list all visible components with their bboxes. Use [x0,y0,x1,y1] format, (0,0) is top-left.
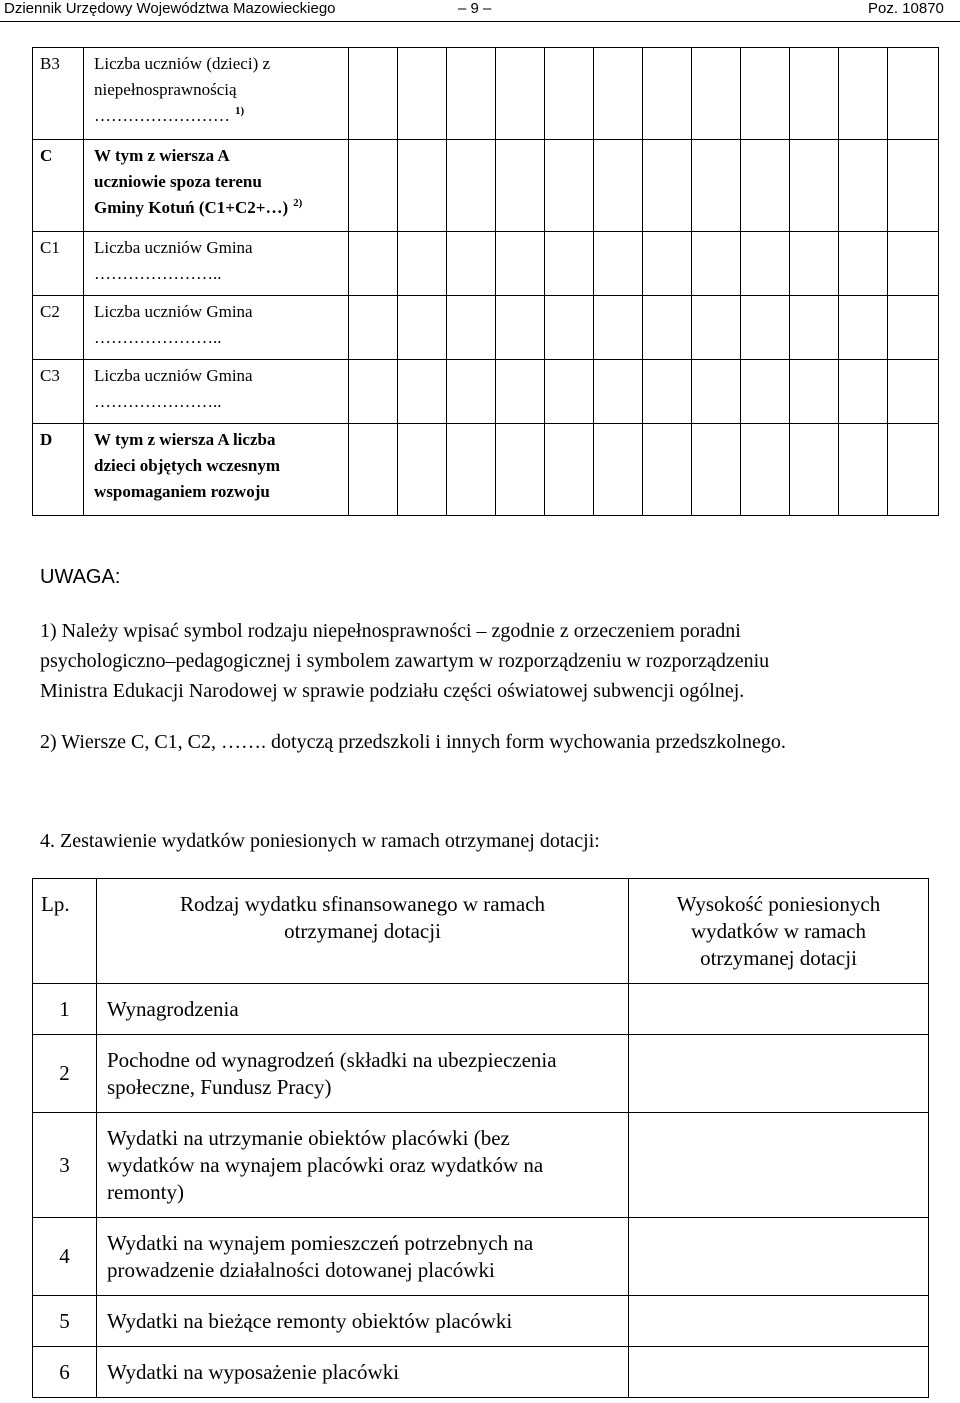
expense-row [33,1113,929,1218]
section-4-title: 4. Zestawienie wydatków poniesionych w ramach otrzymanej dotacji: [40,830,600,852]
empty-data-cell[interactable] [398,48,447,140]
table-row [33,360,939,424]
empty-data-cell[interactable] [447,360,496,424]
note-1-line-2: psychologiczno–pedagogicznej i symbolem zawartym w rozporządzeniu w rozporządzeniu [40,650,770,672]
row-description-line: Liczba uczniów Gmina [94,302,253,321]
note-1-line-3: Ministra Edukacji Narodowej w sprawie podziału części oświatowej subwencji ogólnej. [40,680,745,702]
expense-kind-line: Wydatki na wyposażenie placówki [107,1359,400,1384]
header-expense-amount [629,879,929,984]
empty-data-cell[interactable] [594,424,643,516]
students-table [32,47,939,516]
empty-data-cell[interactable] [888,48,939,140]
empty-data-cell[interactable] [594,140,643,232]
footnote-marker: 2) [293,197,303,209]
empty-data-cell[interactable] [692,48,741,140]
expense-lp: 5 [33,1296,97,1347]
header-divider [0,21,960,22]
empty-data-cell[interactable] [790,48,839,140]
expense-lp: 6 [33,1347,97,1398]
journal-title: Dziennik Urzędowy Województwa Mazowieckiego [4,0,336,17]
empty-data-cell[interactable] [447,48,496,140]
empty-data-cell[interactable] [594,48,643,140]
expense-amount-cell[interactable] [629,1296,929,1347]
empty-data-cell[interactable] [545,296,594,360]
table-row [33,140,939,232]
empty-data-cell[interactable] [594,360,643,424]
expense-row [33,984,929,1035]
empty-data-cell[interactable] [398,232,447,296]
expense-row [33,1347,929,1398]
empty-data-cell[interactable] [839,232,888,296]
expense-kind-line: Wydatki na wynajem pomieszczeń potrzebnych na [107,1230,534,1255]
header-expense-kind-line: Rodzaj wydatku sfinansowanego w ramach [179,892,546,916]
empty-data-cell[interactable] [496,296,545,360]
empty-data-cell[interactable] [349,48,398,140]
expenses-header-row [33,879,929,984]
empty-data-cell[interactable] [839,360,888,424]
notes-title: UWAGA: [40,566,121,588]
expense-kind [97,1218,629,1296]
row-description [84,48,349,140]
page-header [0,0,960,22]
row-description-line: Gminy Kotuń (C1+C2+…) [94,198,289,217]
empty-data-cell[interactable] [643,424,692,516]
expense-kind-line: Wydatki na utrzymanie obiektów placówki (bez [107,1125,510,1150]
empty-data-cell[interactable] [398,296,447,360]
row-description [84,296,349,360]
expense-kind [97,1296,629,1347]
empty-data-cell[interactable] [496,140,545,232]
row-description-line: wspomaganiem rozwoju [94,482,270,501]
row-description-line: uczniowie spoza terenu [94,172,262,191]
expense-lp: 2 [33,1035,97,1113]
empty-data-cell[interactable] [349,360,398,424]
empty-data-cell[interactable] [643,296,692,360]
empty-data-cell[interactable] [839,140,888,232]
row-description-line: Liczba uczniów (dzieci) z [94,54,271,73]
row-description [84,232,349,296]
empty-data-cell[interactable] [349,296,398,360]
empty-data-cell[interactable] [741,140,790,232]
empty-data-cell[interactable] [643,48,692,140]
empty-data-cell[interactable] [643,140,692,232]
empty-data-cell[interactable] [349,424,398,516]
empty-data-cell[interactable] [545,232,594,296]
empty-data-cell[interactable] [643,232,692,296]
expense-kind-line: społeczne, Fundusz Pracy) [107,1074,332,1099]
row-description-line: Liczba uczniów Gmina [94,238,253,257]
empty-data-cell[interactable] [496,232,545,296]
empty-data-cell[interactable] [545,424,594,516]
empty-data-cell[interactable] [349,232,398,296]
row-code: C2 [33,296,84,360]
empty-data-cell[interactable] [398,424,447,516]
expense-kind-line: Pochodne od wynagrodzeń (składki na ubezpieczenia [107,1047,557,1072]
empty-data-cell[interactable] [447,296,496,360]
row-code: B3 [33,48,84,140]
empty-data-cell[interactable] [594,232,643,296]
expense-lp: 3 [33,1113,97,1218]
row-description-line: ………………….. [94,264,222,283]
empty-data-cell[interactable] [741,48,790,140]
expenses-table [32,878,929,1398]
expense-lp: 4 [33,1218,97,1296]
empty-data-cell[interactable] [496,424,545,516]
expense-row [33,1218,929,1296]
empty-data-cell[interactable] [398,360,447,424]
empty-data-cell[interactable] [545,360,594,424]
position-number: Poz. 10870 [868,0,944,17]
table-row [33,232,939,296]
empty-data-cell[interactable] [398,140,447,232]
expense-amount-cell[interactable] [629,1035,929,1113]
row-code: C1 [33,232,84,296]
row-description-line: ………………….. [94,328,222,347]
expense-lp: 1 [33,984,97,1035]
page-number: – 9 – [458,0,492,17]
expense-kind-line: Wynagrodzenia [107,996,239,1021]
empty-data-cell[interactable] [545,48,594,140]
empty-data-cell[interactable] [790,424,839,516]
expense-kind-line: remonty) [107,1179,184,1204]
empty-data-cell[interactable] [349,140,398,232]
expense-kind [97,1347,629,1398]
note-2: 2) Wiersze C, C1, C2, ……. dotyczą przedszkoli i innych form wychowania przedszkolnego. [40,731,786,753]
empty-data-cell[interactable] [790,140,839,232]
empty-data-cell[interactable] [741,424,790,516]
row-description-line: dzieci objętych wczesnym [94,456,281,475]
empty-data-cell[interactable] [839,424,888,516]
expense-kind [97,984,629,1035]
empty-data-cell[interactable] [447,140,496,232]
empty-data-cell[interactable] [545,140,594,232]
row-description-line: Liczba uczniów Gmina [94,366,253,385]
empty-data-cell[interactable] [888,140,939,232]
header-expense-kind [97,879,629,984]
empty-data-cell[interactable] [447,424,496,516]
expense-row [33,1035,929,1113]
empty-data-cell[interactable] [447,232,496,296]
empty-data-cell[interactable] [692,296,741,360]
row-description-line: ………………….. [94,392,222,411]
empty-data-cell[interactable] [741,232,790,296]
empty-data-cell[interactable] [692,140,741,232]
empty-data-cell[interactable] [790,296,839,360]
empty-data-cell[interactable] [888,296,939,360]
empty-data-cell[interactable] [496,48,545,140]
expense-row [33,1296,929,1347]
expense-amount-cell[interactable] [629,1347,929,1398]
empty-data-cell[interactable] [839,48,888,140]
row-code: C [33,140,84,232]
row-description-line: W tym z wiersza A liczba [94,430,276,449]
header-lp: Lp. [33,879,97,984]
expense-kind-line: Wydatki na bieżące remonty obiektów placówki [107,1308,513,1333]
note-1-line-1: 1) Należy wpisać symbol rodzaju niepełnosprawności – zgodnie z orzeczeniem poradni [40,620,741,642]
empty-data-cell[interactable] [839,296,888,360]
empty-data-cell[interactable] [496,360,545,424]
header-expense-amount-line: wydatków w ramach [691,919,866,943]
empty-data-cell[interactable] [888,424,939,516]
row-description-line: niepełnosprawnością [94,80,237,99]
expense-kind [97,1113,629,1218]
expense-amount-cell[interactable] [629,1113,929,1218]
row-description-line: W tym z wiersza A [94,146,230,165]
empty-data-cell[interactable] [741,296,790,360]
row-code: D [33,424,84,516]
expense-amount-cell[interactable] [629,984,929,1035]
empty-data-cell[interactable] [692,424,741,516]
footnote-marker: 1) [235,105,245,117]
table-row [33,48,939,140]
empty-data-cell[interactable] [790,232,839,296]
empty-data-cell[interactable] [888,360,939,424]
row-description-line: …………………… [94,106,230,125]
table-row [33,424,939,516]
row-description [84,140,349,232]
empty-data-cell[interactable] [692,232,741,296]
empty-data-cell[interactable] [692,360,741,424]
expense-amount-cell[interactable] [629,1218,929,1296]
header-expense-amount-line: Wysokość poniesionych [676,892,881,916]
empty-data-cell[interactable] [888,232,939,296]
row-description [84,424,349,516]
table-row [33,296,939,360]
expense-kind [97,1035,629,1113]
empty-data-cell[interactable] [790,360,839,424]
empty-data-cell[interactable] [643,360,692,424]
header-expense-kind-line: otrzymanej dotacji [284,919,441,943]
header-expense-amount-line: otrzymanej dotacji [700,946,857,970]
empty-data-cell[interactable] [594,296,643,360]
expense-kind-line: wydatków na wynajem placówki oraz wydatków na [107,1152,544,1177]
row-description [84,360,349,424]
expense-kind-line: prowadzenie działalności dotowanej placówki [107,1257,495,1282]
row-code: C3 [33,360,84,424]
empty-data-cell[interactable] [741,360,790,424]
